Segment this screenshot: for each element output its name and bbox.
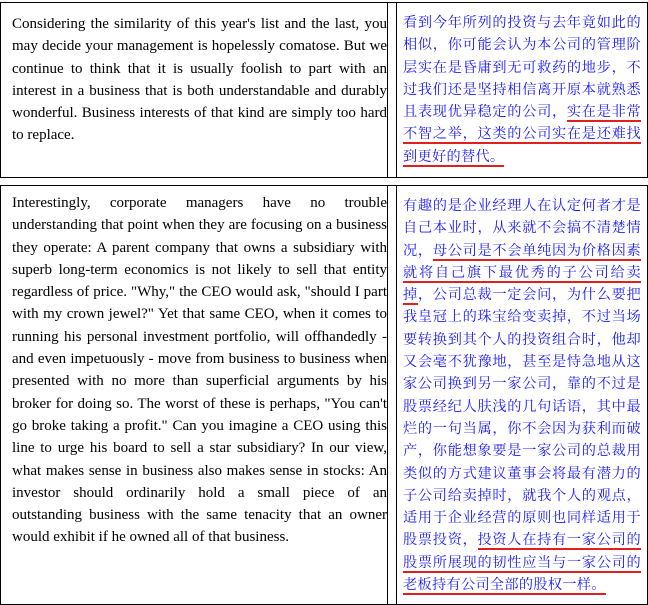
english-paragraph: Interestingly, corporate managers have no trouble understanding that point when they are focusing on a business they operate: A parent company that owns a subsidiary with superb long-term economics is not likely to sell that entity regardless of price. "Why," the CEO would ask, "should I part with my crown jewel?" Yet that same CEO, when it comes to running his personal investment portfolio, will offhandedly - and even impetuously - move from business to business when presented with no more than superficial arguments by his broker for doing so. The worst of these is perhaps, "You can't go broke taking a profit." Can you imagine a CEO using this line to urge his board to sell a star subsidiary? In our view, what makes sense in business also makes sense in stocks: An investor should ordinarily hold a small piece of an outstanding business with the same tenacity that an owner would exhibit if he owned all of that business. [12, 195, 387, 546]
chinese-paragraph [403, 12, 641, 168]
chinese-text: 有趣的是企业经理人在认定何者才是自己本业时，从来就不会搞不清楚情况， [403, 198, 641, 259]
chinese-paragraph [403, 195, 641, 596]
chinese-cell [396, 186, 648, 604]
chinese-text: 看到今年所列的投资与去年竟如此的相似，你可能会认为本公司的管理阶层实在是昏庸到无可救药的地步，不过我们还是坚持相信离开原本就熟悉且表现优异稳定的公司， [403, 15, 641, 121]
english-paragraph: Considering the similarity of this year's list and the last, you may decide your management is hopelessly comatose. But we continue to think that it is usually foolish to part with an interest in a business that is both understandable and durably wonderful. Business interests of that kind are simply too hard to replace. [12, 16, 387, 144]
underlined-chinese-text: 母公司是不会单纯因为价格因素就将自己旗下最优秀的子公司给卖掉 [403, 242, 642, 304]
underlined-chinese-text: 实在是非常不智之举，这类的公司实在是还难找到更好的替代。 [403, 104, 641, 165]
chinese-text: ，公司总裁一定会问，为什么要把我皇冠上的珠宝给变卖掉，不过当场要转换到其个人的投资组合时，他却又会毫不犹豫地，甚至是恃急地从这家公司换到另一家公司，靠的不过是股票经纪人肤浅的几句话语，其中最烂的一句当属，你不会因为获利而破产，你能想象要是一家公司的总裁用类似的方式建议董事会将最有潜力的子公司给卖掉时，就我个人的观点，适用于企业经营的原则也同样适用于股票投资， [403, 287, 641, 549]
underlined-chinese-text: 投资人在持有一家公司的股票所展现的韧性应当与一家公司的老板持有公司全部的股权一样。 [403, 532, 641, 594]
english-cell [0, 3, 388, 177]
chinese-cell [396, 3, 648, 177]
english-cell [0, 186, 388, 604]
table-row [0, 185, 648, 605]
table-row [0, 2, 648, 178]
